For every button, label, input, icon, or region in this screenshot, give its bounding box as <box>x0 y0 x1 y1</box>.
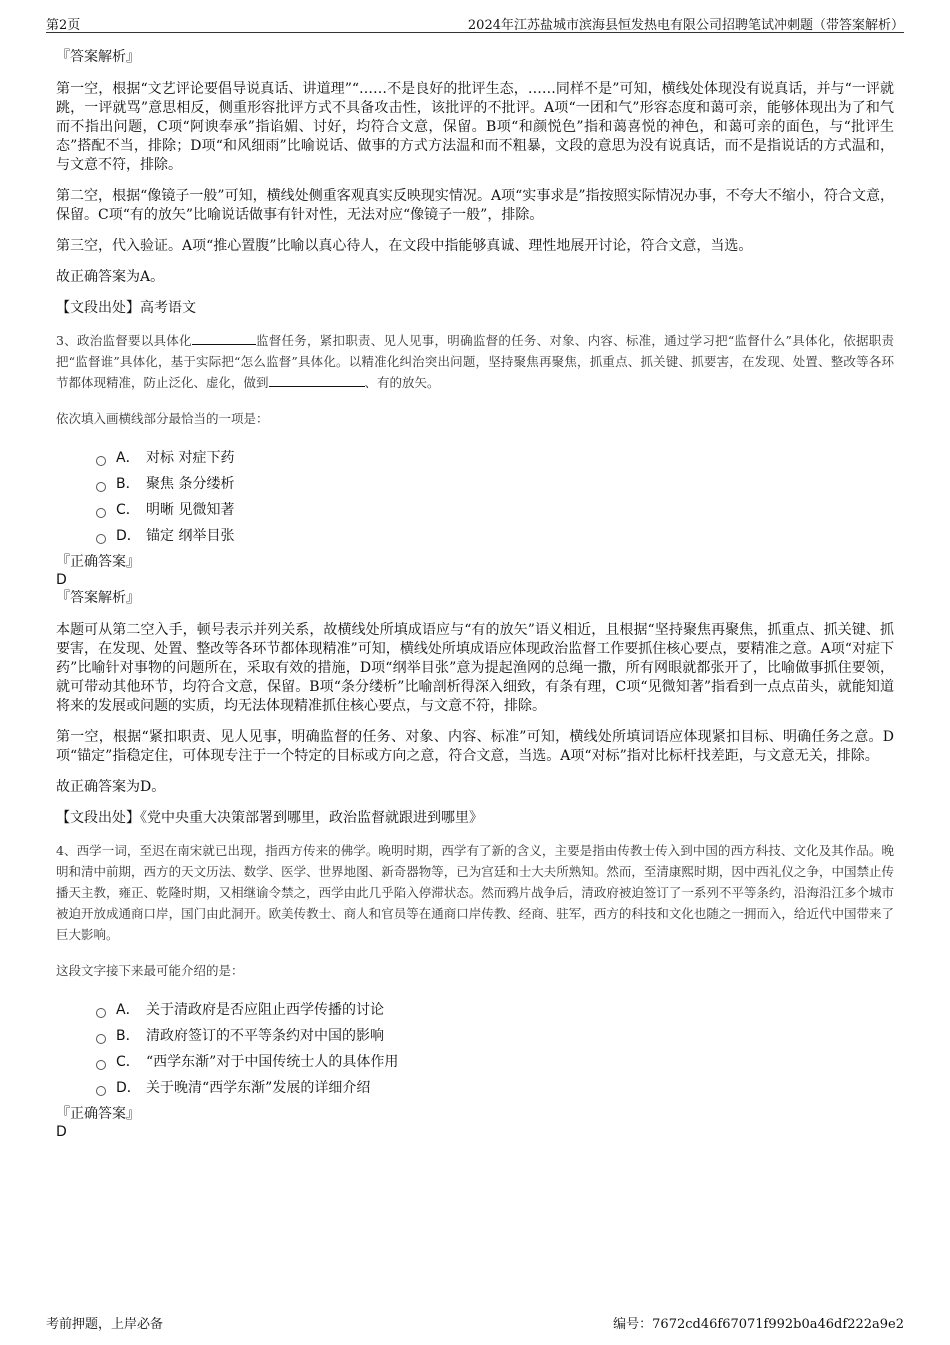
radio-icon[interactable] <box>96 1086 106 1096</box>
q3-blank-2 <box>269 374 365 387</box>
option-letter: B． <box>116 476 140 492</box>
option-text: 聚焦 条分缕析 <box>146 476 235 492</box>
option-letter: C． <box>116 502 140 518</box>
q3-analysis-conclusion: 故正确答案为D。 <box>56 779 166 795</box>
option-text: 锚定 纲举目张 <box>146 528 235 544</box>
q4-options <box>96 997 894 1101</box>
q2-analysis-label: 『答案解析』 <box>56 49 140 65</box>
radio-icon[interactable] <box>96 482 106 492</box>
radio-icon[interactable] <box>96 1034 106 1044</box>
q3-option-d[interactable] <box>96 523 894 549</box>
radio-icon[interactable] <box>96 1060 106 1070</box>
q4-option-d[interactable] <box>96 1075 894 1101</box>
option-letter: D． <box>116 528 141 544</box>
option-letter: A． <box>116 450 140 466</box>
document-title: 2024年江苏盐城市滨海县恒发热电有限公司招聘笔试冲刺题（带答案解析） <box>467 18 904 33</box>
q3-option-c[interactable] <box>96 497 894 523</box>
page-number: 第2页 <box>46 18 81 33</box>
q2-source: 【文段出处】高考语文 <box>56 300 196 316</box>
option-text: 明晰 见微知著 <box>146 502 235 518</box>
footer-slogan: 考前押题，上岸必备 <box>46 1317 164 1332</box>
option-text: 关于晚清“西学东渐”发展的详细介绍 <box>146 1080 371 1096</box>
radio-icon[interactable] <box>96 534 106 544</box>
q4-answer-label: 『正确答案』 <box>56 1106 140 1122</box>
q3-analysis-label: 『答案解析』 <box>56 590 140 606</box>
q2-analysis-paragraph-1: 第一空，根据“文艺评论要倡导说真话、讲道理”“……不是良好的批评生态，……同样不是”可知，横线处体现没有说真话，并与“一评就跳，一评就骂”意思相反，侧重形容批评方式不具备攻击性，该批评的不批评。A项“一团和气”形容态度和蔼可亲，能够体现出为了和气而不指出问题，C项“阿谀奉承”指谄媚、讨好，均符合文意，保留。B项“和颜悦色”指和蔼喜悦的神色，和蔼可亲的面色，与“批评生态”搭配不当，排除；D项“和风细雨”比喻说话、做事的方式方法温和而不粗暴，文段的意思为没有说真话，而不是指说话的方式温和，与文意不符，排除。 <box>56 81 894 173</box>
radio-icon[interactable] <box>96 508 106 518</box>
q2-analysis-paragraph-2: 第二空，根据“像镜子一般”可知，横线处侧重客观真实反映现实情况。A项“实事求是”指按照实际情况办事，不夸大不缩小，符合文意，保留。C项“有的放矢”比喻说话做事有针对性，无法对应“像镜子一般”，排除。 <box>56 188 894 223</box>
option-letter: B． <box>116 1028 140 1044</box>
q3-option-b[interactable] <box>96 471 894 497</box>
option-text: 对标 对症下药 <box>146 450 235 466</box>
q4-option-c[interactable] <box>96 1049 894 1075</box>
q3-question: 依次填入画横线部分最恰当的一项是： <box>56 411 269 426</box>
q3-stem-part-1: 3、政治监督要以具体化 <box>56 333 192 348</box>
q4-question: 这段文字接下来最可能介绍的是： <box>56 963 244 978</box>
option-text: 清政府签订的不平等条约对中国的影响 <box>146 1028 384 1044</box>
option-letter: A． <box>116 1002 140 1018</box>
q3-blank-1 <box>192 332 256 345</box>
q4-option-a[interactable] <box>96 997 894 1023</box>
q4-option-b[interactable] <box>96 1023 894 1049</box>
q3-stem-part-3: 、有的放矢。 <box>364 375 440 390</box>
radio-icon[interactable] <box>96 456 106 466</box>
q2-analysis-paragraph-3: 第三空，代入验证。A项“推心置腹”比喻以真心待人，在文段中指能够真诚、理性地展开讨论，符合文意，当选。 <box>56 238 753 254</box>
q4-answer: D <box>56 1124 67 1140</box>
option-text: 关于清政府是否应阻止西学传播的讨论 <box>146 1002 384 1018</box>
q3-options <box>96 445 894 549</box>
q3-option-a[interactable] <box>96 445 894 471</box>
q4-stem: 4、西学一词，至迟在南宋就已出现，指西方传来的佛学。晚明时期，西学有了新的含义，主要是指由传教士传入到中国的西方科技、文化及其作品。晚明和清中前期，西方的天文历法、数学、医学、世界地图、新奇器物等，已为宫廷和士大夫所熟知。然而，至清康熙时期，因中西礼仪之争，中国禁止传播天主教，雍正、乾隆时期，又相继谕令禁之，西学由此几乎陷入停滞状态。然而鸦片战争后，清政府被迫签订了一系列不平等条约，沿海沿江多个城市被迫开放成通商口岸，国门由此洞开。欧美传教士、商人和官员等在通商口岸传教、经商、驻军，西方的科技和文化也随之一拥而入，给近代中国带来了巨大影响。 <box>56 843 894 942</box>
q3-stem-part-2: 监督任务，紧扣职责、见人见事，明确监督的任务、对象、内容、标准，通过学习把“监督什么”具体化，依据职责把“监督谁”具体化，基于实际把“怎么监督”具体化。以精准化纠治突出问题，坚持聚焦再聚焦，抓重点、抓关键、抓要害，在发现、处置、整改等各环节都体现精准，防止泛化、虚化，做到 <box>56 333 894 390</box>
document-id: 编号：7672cd46f67071f992b0a46df222a9e2 <box>613 1317 904 1332</box>
option-text: “西学东渐”对于中国传统士人的具体作用 <box>146 1054 399 1070</box>
q3-stem <box>56 330 894 393</box>
page-content <box>56 48 894 1141</box>
q3-analysis-paragraph-1: 本题可从第二空入手，顿号表示并列关系，故横线处所填成语应与“有的放矢”语义相近，且根据“坚持聚焦再聚焦，抓重点、抓关键、抓要害，在发现、处置、整改等各环节都体现精准”可知，横线处所填成语应体现政治监督工作要抓住核心要点，要精准之意。A项“对症下药”比喻针对事物的问题所在，采取有效的措施，D项“纲举目张”意为提起渔网的总绳一撒，所有网眼就都张开了，比喻做事抓住要领，就可带动其他环节，均符合文意，保留。B项“条分缕析”比喻剖析得深入细致，有条有理，C项“见微知著”指看到一点点苗头，就能知道将来的发展或问题的实质，均无法体现精准抓住核心要点，与文意不符，排除。 <box>56 622 894 714</box>
q2-analysis-conclusion: 故正确答案为A。 <box>56 269 165 285</box>
option-letter: C． <box>116 1054 140 1070</box>
q3-answer-label: 『正确答案』 <box>56 554 140 570</box>
page-header <box>46 14 904 33</box>
radio-icon[interactable] <box>96 1008 106 1018</box>
option-letter: D． <box>116 1080 141 1096</box>
q3-source: 【文段出处】《党中央重大决策部署到哪里，政治监督就跟进到哪里》 <box>56 810 483 826</box>
q3-analysis-paragraph-2: 第一空，根据“紧扣职责、见人见事，明确监督的任务、对象、内容、标准”可知，横线处所填词语应体现紧扣目标、明确任务之意。D项“锚定”指稳定住，可体现专注于一个特定的目标或方向之意，符合文意，当选。A项“对标”指对比标杆找差距，与文意无关，排除。 <box>56 729 894 764</box>
q3-answer: D <box>56 572 67 588</box>
